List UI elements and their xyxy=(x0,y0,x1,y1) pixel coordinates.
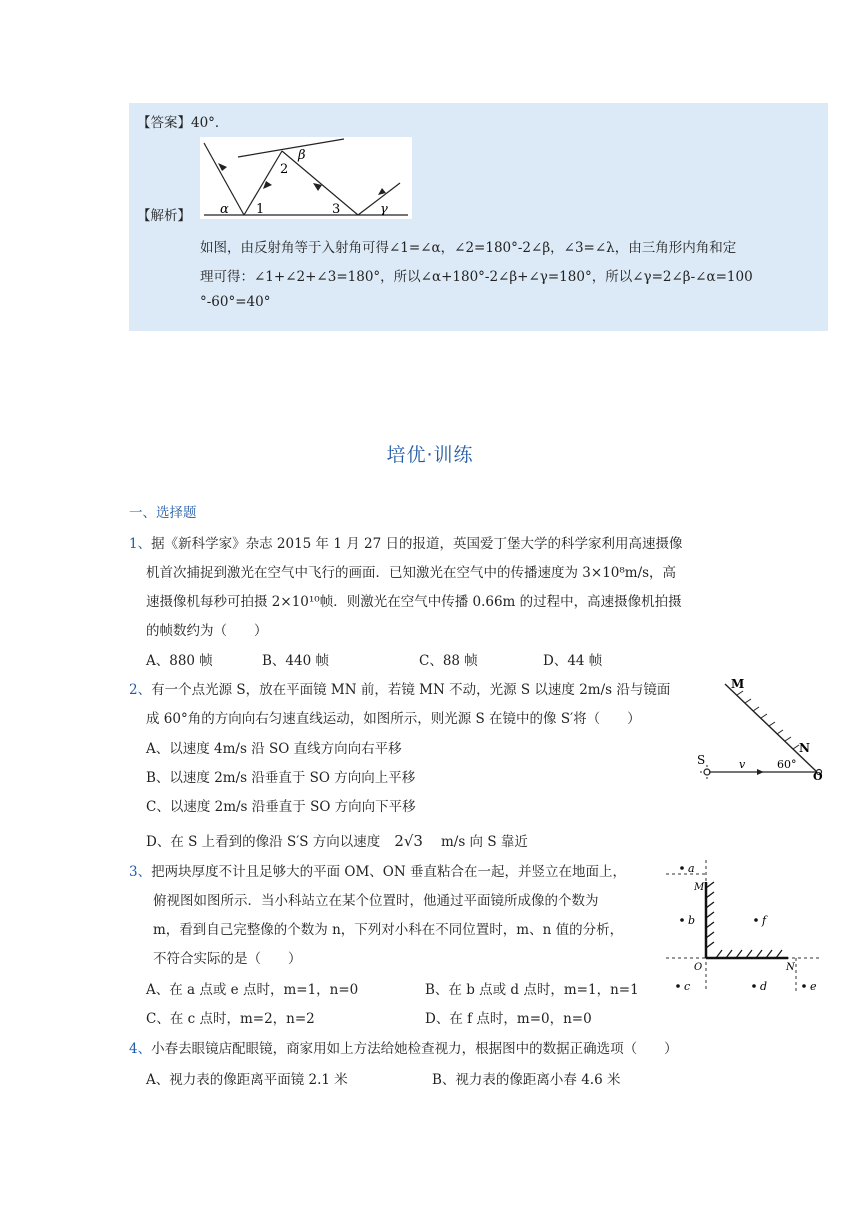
option-a: A、视力表的像距离平面镜 2.1 米 xyxy=(146,1072,348,1088)
question-text: 小春去眼镜店配眼镜，商家用如上方法给她检查视力，根据图中的数据正确选项（ ） xyxy=(151,1041,678,1057)
question-number: 2、 xyxy=(129,682,152,698)
label-1: 1 xyxy=(256,202,265,217)
label-angle: 60° xyxy=(777,758,797,771)
option-d-value: 2√3 xyxy=(394,832,423,850)
question-text: 的帧数约为（ ） xyxy=(146,623,268,639)
label-beta: β xyxy=(298,148,306,163)
question-text: 把两块厚度不计且足够大的平面 OM、ON 垂直粘合在一起，并竖立在地面上， xyxy=(151,864,626,880)
option-a: A、以速度 4m/s 沿 SO 直线方向向右平移 xyxy=(146,741,402,757)
mirror-figure xyxy=(695,676,830,786)
label-v: v xyxy=(739,758,746,771)
option-c: C、在 c 点时，m=2，n=2 xyxy=(146,1011,315,1027)
label-2: 2 xyxy=(280,162,289,177)
corner-mirror-figure xyxy=(664,858,824,993)
option-a: A、880 帧 xyxy=(146,653,213,669)
question-text: 机首次捕捉到激光在空气中飞行的画面．已知激光在空气中的传播速度为 3×10⁸m/s，高 xyxy=(146,565,677,581)
label-o: O xyxy=(813,770,823,783)
question-4 xyxy=(129,1037,678,1057)
option-c: C、88 帧 xyxy=(419,653,478,669)
option-d: D、在 f 点时，m=0，n=0 xyxy=(425,1011,592,1027)
label-f: f xyxy=(762,914,767,927)
question-text: 速摄像机每秒可拍摄 2×10¹⁰帧．则激光在空气中传播 0.66m 的过程中，高速摄像机拍摄 xyxy=(146,594,682,610)
analysis-line: 如图，由反射角等于入射角可得∠1=∠α，∠2=180°-2∠β，∠3=∠λ，由三角形内角和定 xyxy=(200,240,737,256)
label-gamma: γ xyxy=(380,202,388,217)
question-text: 俯视图如图所示．当小科站立在某个位置时，他通过平面镜所成像的个数为 xyxy=(153,893,599,909)
analysis-line: 理可得：∠1+∠2+∠3=180°，所以∠α+180°-2∠β+∠γ=180°，所以∠γ=2∠β-∠α=100 xyxy=(200,269,753,285)
question-text: m，看到自己完整像的个数为 n，下列对小科在不同位置时，m、n 值的分析， xyxy=(153,922,624,938)
page-title: 培优·训练 xyxy=(386,444,474,466)
question-text: 不符合实际的是（ ） xyxy=(153,951,302,967)
section-heading: 一、选择题 xyxy=(129,505,197,521)
label-b: b xyxy=(688,914,696,927)
label-3: 3 xyxy=(332,202,341,217)
option-b: B、以速度 2m/s 沿垂直于 SO 方向向上平移 xyxy=(146,770,416,786)
question-1 xyxy=(129,532,682,552)
question-number: 1、 xyxy=(129,536,152,552)
label-s: S xyxy=(697,753,706,767)
question-number: 3、 xyxy=(129,864,152,880)
question-3 xyxy=(129,860,626,880)
label-o: O xyxy=(694,962,703,973)
label-alpha: α xyxy=(220,202,229,217)
option-d xyxy=(146,830,528,850)
option-b: B、视力表的像距离小春 4.6 米 xyxy=(432,1072,621,1088)
question-number: 4、 xyxy=(129,1041,152,1057)
question-text: 有一个点光源 S，放在平面镜 MN 前，若镜 MN 不动，光源 S 以速度 2m/s 沿与镜面 xyxy=(151,682,671,698)
label-c: c xyxy=(684,980,691,993)
option-b: B、440 帧 xyxy=(262,653,329,669)
question-2 xyxy=(129,678,670,698)
analysis-label: 【解析】 xyxy=(137,208,191,224)
label-m: M xyxy=(694,882,705,893)
label-n: N xyxy=(799,741,810,755)
reflection-figure xyxy=(200,137,412,219)
answer-value: 40°． xyxy=(191,115,229,131)
option-d-pre: D、在 S 上看到的像沿 S′S 方向以速度 xyxy=(146,834,381,850)
option-b: B、在 b 点或 d 点时，m=1，n=1 xyxy=(425,982,639,998)
label-a: a xyxy=(688,862,695,875)
label-e: e xyxy=(810,980,817,993)
option-d: D、44 帧 xyxy=(543,653,603,669)
option-a: A、在 a 点或 e 点时，m=1，n=0 xyxy=(146,982,359,998)
arrow-icon xyxy=(757,769,764,775)
option-c: C、以速度 2m/s 沿垂直于 SO 方向向下平移 xyxy=(146,799,416,815)
label-m: M xyxy=(731,677,745,691)
answer-label: 【答案】 xyxy=(137,115,191,131)
label-d: d xyxy=(760,980,768,993)
question-text: 成 60°角的方向向右匀速直线运动，如图所示，则光源 S 在镜中的像 S′将（ ） xyxy=(146,711,641,727)
label-n: N xyxy=(786,962,795,973)
option-d-post: m/s 向 S 靠近 xyxy=(440,834,528,850)
analysis-line: °-60°=40° xyxy=(200,294,271,310)
question-text: 据《新科学家》杂志 2015 年 1 月 27 日的报道，英国爱丁堡大学的科学家利用高速摄像 xyxy=(151,536,683,552)
answer-line xyxy=(137,111,228,131)
